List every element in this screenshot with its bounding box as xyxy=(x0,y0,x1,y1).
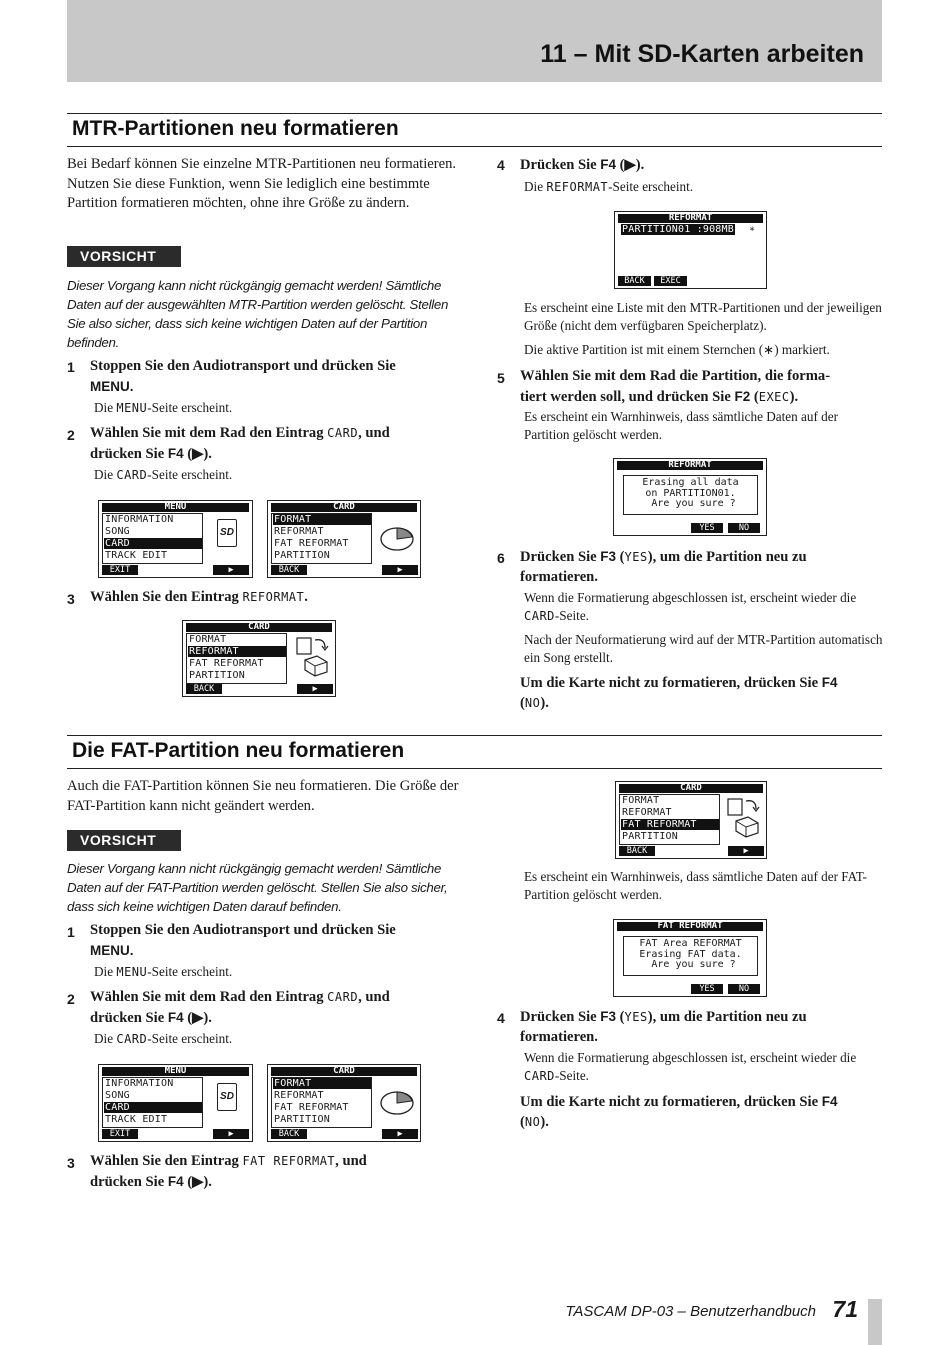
caution-text: Dieser Vorgang kann nicht rückgängig gemacht werden! Sämtliche Daten auf der ausgewählten MTR-Partition werden gelöscht. Stellen Sie also sicher, dass sich keine wichtigen Daten auf der Partition befinden. xyxy=(67,278,449,350)
chapter-title: 11 – Mit SD-Karten arbeiten xyxy=(540,40,864,68)
step-instruction: Stoppen Sie den Audiotransport und drücken Sie MENU. xyxy=(90,922,396,958)
step-number: 3 xyxy=(67,591,75,607)
section-rule-top xyxy=(67,735,882,736)
page-number: 71 xyxy=(832,1296,858,1322)
section-title-mtr: MTR-Partitionen neu formatieren xyxy=(72,117,399,140)
intro-text: Bei Bedarf können Sie einzelne MTR-Partitionen neu formatieren. Nutzen Sie diese Funktion, wenn Sie lediglich eine bestimmte Partition formatieren möchten, ohne ihre Größe zu ändern. xyxy=(67,156,457,211)
step-instruction: Wählen Sie den Eintrag FAT REFORMAT, und drücken Sie F4 (▶). xyxy=(90,1153,367,1190)
page-tab xyxy=(868,1299,882,1345)
cancel-note: Um die Karte nicht zu formatieren, drücken Sie F4 (NO). xyxy=(520,1094,838,1130)
step-number: 3 xyxy=(67,1155,75,1171)
step-number: 2 xyxy=(67,427,75,443)
caution-label: VORSICHT xyxy=(67,246,181,267)
step-result: Die CARD-Seite erscheint. xyxy=(94,1031,233,1046)
card-screen-fat-reformat: CARD FORMAT REFORMAT FAT REFORMAT PARTITION BACK ▶ xyxy=(615,781,767,859)
step-number: 6 xyxy=(497,550,505,566)
caution-text: Dieser Vorgang kann nicht rückgängig gemacht werden! Sämtliche Daten auf der FAT-Partition werden gelöscht. Stellen Sie also sicher, dass sich keine wichtigen Daten darauf befinden. xyxy=(67,861,448,914)
menu-screen: MENU INFORMATION SONG CARD TRACK EDIT SD EXIT ▶ xyxy=(98,500,253,578)
section-title-fat: Die FAT-Partition neu formatieren xyxy=(72,739,405,762)
card-screen: CARD FORMAT REFORMAT FAT REFORMAT PARTITION BACK ▶ xyxy=(267,500,421,578)
note-text: Wenn die Formatierung abgeschlossen ist, erscheint wieder die CARD-Seite. xyxy=(524,1050,857,1083)
step-instruction: Wählen Sie mit dem Rad den Eintrag CARD, und drücken Sie F4 (▶). xyxy=(90,989,390,1026)
disk-format-icon xyxy=(378,517,416,555)
step-number: 1 xyxy=(67,359,75,375)
fat-reformat-warning-screen: FAT REFORMAT FAT Area REFORMAT Erasing FAT data. Are you sure ? YES NO xyxy=(613,919,767,997)
step-instruction: Drücken Sie F3 (YES), um die Partition neu zu formatieren. xyxy=(520,549,807,585)
step-result: Die CARD-Seite erscheint. xyxy=(94,467,233,482)
step-instruction: Stoppen Sie den Audiotransport und drücken Sie MENU. xyxy=(90,358,396,394)
step-number: 1 xyxy=(67,924,75,940)
card-screen-reformat: CARD FORMAT REFORMAT FAT REFORMAT PARTITION BACK ▶ xyxy=(182,620,336,697)
section-rule-bottom xyxy=(67,768,882,769)
reformat-warning-screen: REFORMAT Erasing all data on PARTITION01. Are you sure ? YES NO xyxy=(613,458,767,536)
sd-card-icon: SD xyxy=(217,1083,237,1111)
disk-format-icon xyxy=(378,1081,416,1119)
step-number: 2 xyxy=(67,991,75,1007)
note-text: Nach der Neuformatierung wird auf der MTR-Partition automatisch ein Song erstellt. xyxy=(524,632,883,665)
menu-screen: MENU INFORMATION SONG CARD TRACK EDIT SD EXIT ▶ xyxy=(98,1064,253,1142)
card-screen: CARD FORMAT REFORMAT FAT REFORMAT PARTITION BACK ▶ xyxy=(267,1064,421,1142)
step-result: Die REFORMAT-Seite erscheint. xyxy=(524,179,694,194)
step-instruction: Wählen Sie den Eintrag REFORMAT. xyxy=(90,589,308,605)
step-instruction: Wählen Sie mit dem Rad den Eintrag CARD, und drücken Sie F4 (▶). xyxy=(90,425,390,462)
note-text: Es erscheint ein Warnhinweis, dass sämtliche Daten auf der Partition gelöscht werden. xyxy=(524,409,838,442)
reformat-list-screen: REFORMAT PARTITION01 :908MB ∗ BACK EXEC xyxy=(614,211,767,289)
reformat-icon xyxy=(293,634,333,678)
cancel-note: Um die Karte nicht zu formatieren, drücken Sie F4 (NO). xyxy=(520,675,838,711)
intro-text: Auch die FAT-Partition können Sie neu formatieren. Die Größe der FAT-Partition kann nicht geändert werden. xyxy=(67,778,459,814)
section-rule-top xyxy=(67,113,882,114)
section-rule-bottom xyxy=(67,146,882,147)
step-instruction: Drücken Sie F3 (YES), um die Partition neu zu formatieren. xyxy=(520,1009,807,1045)
caution-label: VORSICHT xyxy=(67,830,181,851)
step-result: Die MENU-Seite erscheint. xyxy=(94,964,233,979)
note-text: Es erscheint eine Liste mit den MTR-Partitionen und der jeweiligen Größe (nicht dem verfügbaren Speicherplatz). xyxy=(524,300,882,333)
reformat-icon xyxy=(724,795,764,839)
footer-manual-title: TASCAM DP-03 – Benutzerhandbuch xyxy=(565,1303,816,1320)
step-number: 4 xyxy=(497,1010,505,1026)
step-instruction: Wählen Sie mit dem Rad die Partition, die forma- tiert werden soll, und drücken Sie F2 (EXEC). xyxy=(520,368,831,405)
note-text: Die aktive Partition ist mit einem Sternchen (∗) markiert. xyxy=(524,342,830,357)
step-result: Die MENU-Seite erscheint. xyxy=(94,400,233,415)
step-instruction: Drücken Sie F4 (▶). xyxy=(520,157,645,173)
step-number: 5 xyxy=(497,370,505,386)
note-text: Wenn die Formatierung abgeschlossen ist, erscheint wieder die CARD-Seite. xyxy=(524,590,857,623)
step-number: 4 xyxy=(497,157,505,173)
note-text: Es erscheint ein Warnhinweis, dass sämtliche Daten auf der FAT-Partition gelöscht werden. xyxy=(524,869,867,902)
sd-card-icon: SD xyxy=(217,519,237,547)
